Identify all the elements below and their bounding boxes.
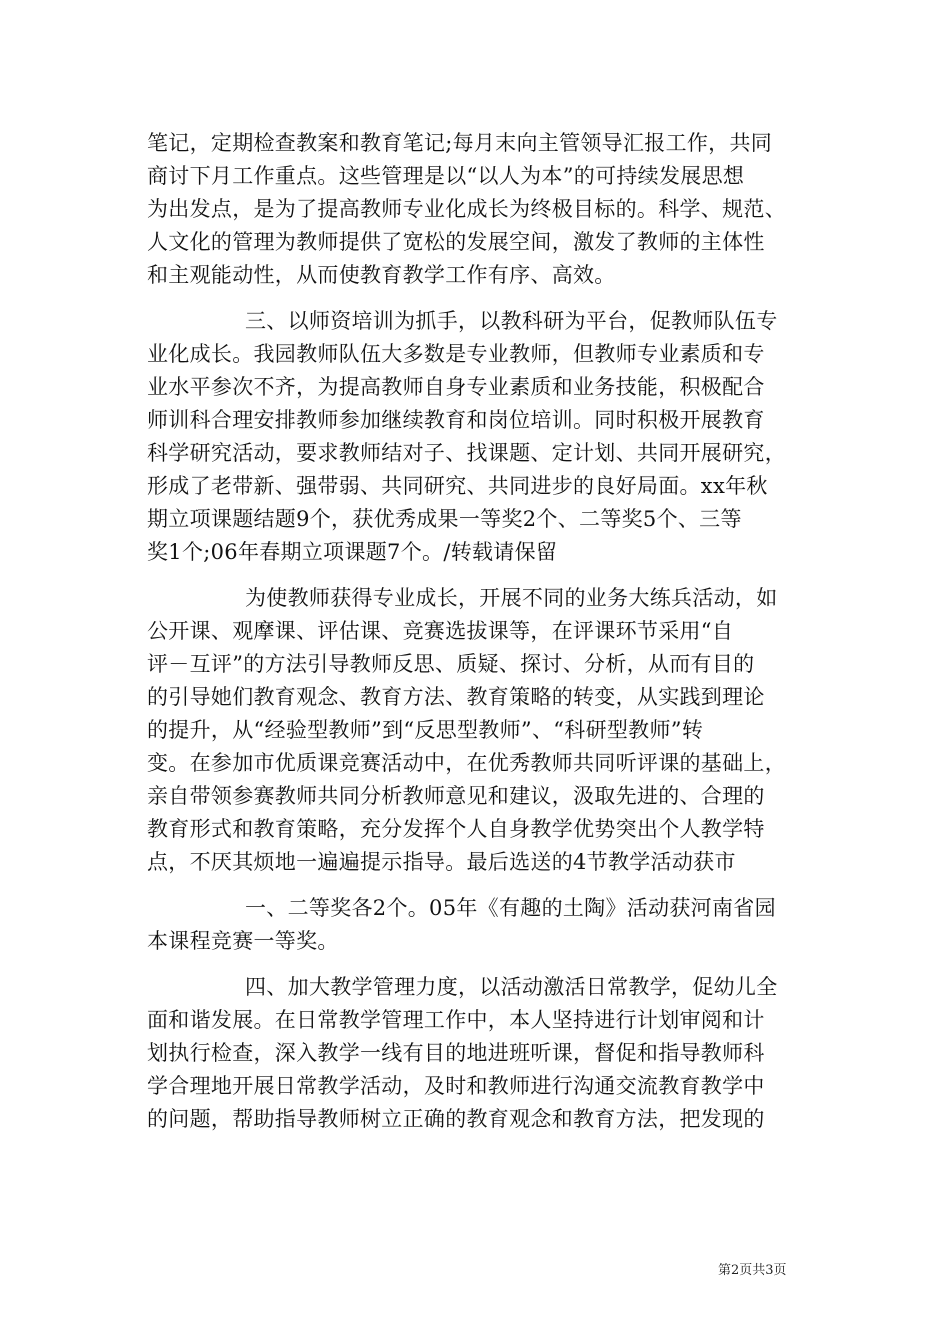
text-line: 和主观能动性，从而使教育教学工作有序、高效。	[147, 263, 616, 287]
text-line: 科学研究活动，要求教师结对子、找课题、定计划、共同开展研究，	[147, 441, 786, 465]
text-line: 奖1个;06年春期立项课题7个。/转载请保留	[147, 540, 558, 564]
text-line: 面和谐发展。在日常教学管理工作中，本人坚持进行计划审阅和计	[147, 1008, 765, 1032]
text-line: 的引导她们教育观念、教育方法、教育策略的转变，从实践到理论	[147, 685, 765, 709]
text-line: 划执行检查，深入教学一线有目的地进班听课，督促和指导教师科	[147, 1041, 765, 1065]
text-line: 的问题，帮助指导教师树立正确的教育观念和教育方法，把发现的	[147, 1107, 765, 1131]
text-line: 师训科合理安排教师参加继续教育和岗位培训。同时积极开展教育	[147, 408, 765, 432]
text-line: 形成了老带新、强带弱、共同研究、共同进步的良好局面。xx年秋	[147, 474, 768, 498]
page-number: 第2页共3页	[718, 1263, 787, 1278]
text-line: 为出发点，是为了提高教师专业化成长为终极目标的。科学、规范、	[147, 197, 786, 221]
text-line: 人文化的管理为教师提供了宽松的发展空间，激发了教师的主体性	[147, 230, 765, 254]
paragraph-start: 为使教师获得专业成长，开展不同的业务大练兵活动，如	[245, 586, 778, 610]
section-heading-four: 四、加大教学管理力度，以活动激活日常教学，促幼儿全	[245, 975, 778, 999]
text-line: 本课程竞赛一等奖。	[147, 929, 339, 953]
text-line: 评－互评”的方法引导教师反思、质疑、探讨、分析，从而有目的	[147, 652, 755, 676]
text-line: 公开课、观摩课、评估课、竞赛选拔课等，在评课环节采用“自	[147, 619, 734, 643]
text-line: 业化成长。我园教师队伍大多数是专业教师，但教师专业素质和专	[147, 342, 765, 366]
text-line: 笔记，定期检查教案和教育笔记;每月末向主管领导汇报工作，共同	[147, 131, 773, 155]
text-line: 亲自带领参赛教师共同分析教师意见和建议，汲取先进的、合理的	[147, 784, 765, 808]
text-line: 学合理地开展日常教学活动，及时和教师进行沟通交流教育教学中	[147, 1074, 765, 1098]
section-heading-three: 三、以师资培训为抓手，以教科研为平台，促教师队伍专	[245, 309, 778, 333]
text-line: 商讨下月工作重点。这些管理是以“以人为本”的可持续发展思想	[147, 164, 745, 188]
text-line: 业水平参次不齐，为提高教师自身专业素质和业务技能，积极配合	[147, 375, 765, 399]
text-line: 期立项课题结题9个，获优秀成果一等奖2个、二等奖5个、三等	[147, 507, 742, 531]
text-line: 点，不厌其烦地一遍遍提示指导。最后选送的4节教学活动获市	[147, 850, 736, 874]
text-line: 变。在参加市优质课竞赛活动中，在优秀教师共同听评课的基础上，	[147, 751, 786, 775]
paragraph-start: 一、二等奖各2个。05年《有趣的土陶》活动获河南省园	[245, 896, 776, 920]
text-line: 教育形式和教育策略，充分发挥个人自身教学优势突出个人教学特	[147, 817, 765, 841]
text-line: 的提升，从“经验型教师”到“反思型教师”、“科研型教师”转	[147, 718, 704, 742]
